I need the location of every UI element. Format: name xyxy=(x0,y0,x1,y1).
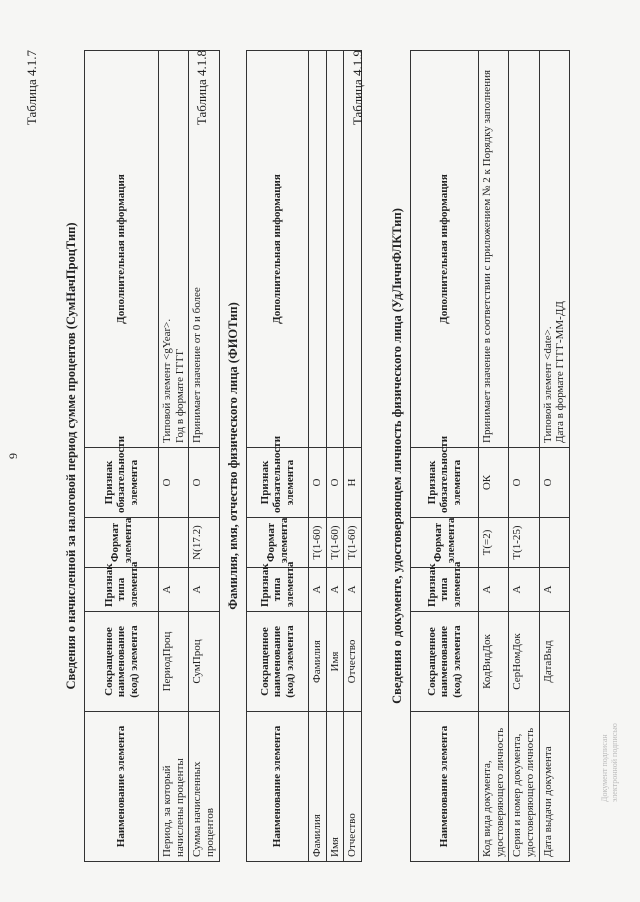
cell-format: T(1-60) xyxy=(326,518,344,568)
cell-name: Дата выдачи документа xyxy=(539,712,569,862)
header-type: Признак типа элемента xyxy=(247,568,309,612)
section-4-1-7 xyxy=(24,50,216,862)
header-required: Признак обязательности элемента xyxy=(247,448,309,518)
cell-required: О xyxy=(509,448,539,518)
cell-format: T(1-25) xyxy=(509,518,539,568)
table-row xyxy=(479,51,509,862)
cell-type: А xyxy=(509,568,539,612)
faint-signature-stamp: Документ подписан электронной подписью xyxy=(600,723,620,802)
cell-name: Отчество xyxy=(344,712,362,862)
cell-type: А xyxy=(344,568,362,612)
cell-code: СерНомДок xyxy=(509,612,539,712)
table-caption: Таблица 4.1.8 xyxy=(194,50,209,126)
header-format: Формат элемента xyxy=(247,518,309,568)
cell-name: Фамилия xyxy=(309,712,327,862)
cell-code: Фамилия xyxy=(309,612,327,712)
cell-name: Сумма начисленных процентов xyxy=(189,712,219,862)
cell-type: А xyxy=(479,568,509,612)
cell-format: T(=2) xyxy=(479,518,509,568)
header-extra-info: Дополнительная информация xyxy=(85,51,159,448)
cell-required: О xyxy=(539,448,569,518)
cell-format xyxy=(539,518,569,568)
header-format: Формат элемента xyxy=(411,518,479,568)
table-row xyxy=(309,51,327,862)
header-format: Формат элемента xyxy=(85,518,159,568)
header-short-code: Сокращенное наименование (код) элемента xyxy=(411,612,479,712)
table-row xyxy=(539,51,569,862)
cell-info: Принимает значение в соответствии с приложением № 2 к Порядку заполнения xyxy=(479,51,509,448)
header-required: Признак обязательности элемента xyxy=(411,448,479,518)
cell-code: Имя xyxy=(326,612,344,712)
table-row xyxy=(159,51,189,862)
cell-code: СумПроц xyxy=(189,612,219,712)
cell-code: Отчество xyxy=(344,612,362,712)
header-type: Признак типа элемента xyxy=(411,568,479,612)
cell-info xyxy=(509,51,539,448)
header-short-code: Сокращенное наименование (код) элемента xyxy=(85,612,159,712)
cell-required: О xyxy=(326,448,344,518)
table-row xyxy=(509,51,539,862)
cell-info xyxy=(326,51,344,448)
cell-format: T(1-60) xyxy=(309,518,327,568)
cell-name: Код вида документа, удостоверяющего личность xyxy=(479,712,509,862)
cell-info: Принимает значение от 0 и более xyxy=(189,51,219,448)
cell-type: А xyxy=(539,568,569,612)
cell-required: ОК xyxy=(479,448,509,518)
header-element-name: Наименование элемента xyxy=(85,712,159,862)
header-extra-info: Дополнительная информация xyxy=(411,51,479,448)
section-4-1-9 xyxy=(350,50,600,862)
table-title: Сведения о документе, удостоверяющем личность физического лица (УдЛичнФЛКТип) xyxy=(390,208,404,704)
cell-info: Типовой элемент <date>. Дата в формате ГГГГ-ММ-ДД xyxy=(539,51,569,448)
header-extra-info: Дополнительная информация xyxy=(247,51,309,448)
header-element-name: Наименование элемента xyxy=(411,712,479,862)
table-title: Фамилия, имя, отчество физического лица (ФИОТип) xyxy=(226,302,240,610)
cell-type: А xyxy=(309,568,327,612)
cell-type: А xyxy=(159,568,189,612)
cell-format: N(17.2) xyxy=(189,518,219,568)
header-type: Признак типа элемента xyxy=(85,568,159,612)
cell-code: ПериодПроц xyxy=(159,612,189,712)
cell-info xyxy=(309,51,327,448)
cell-code: ДатаВыд xyxy=(539,612,569,712)
data-table xyxy=(410,50,570,862)
header-required: Признак обязательности элемента xyxy=(85,448,159,518)
cell-required: О xyxy=(189,448,219,518)
cell-name: Период, за который начислены проценты xyxy=(159,712,189,862)
cell-info: Типовой элемент <gYear>. Год в формате ГГГГ xyxy=(159,51,189,448)
cell-required: Н xyxy=(344,448,362,518)
table-title: Сведения о начисленной за налоговой период сумме процентов (СумНачПроцТип) xyxy=(64,222,78,690)
cell-code: КодВидДок xyxy=(479,612,509,712)
table-row xyxy=(326,51,344,862)
header-short-code: Сокращенное наименование (код) элемента xyxy=(247,612,309,712)
header-element-name: Наименование элемента xyxy=(247,712,309,862)
cell-format: T(1-60) xyxy=(344,518,362,568)
cell-type: А xyxy=(189,568,219,612)
cell-name: Серия и номер документа, удостоверяющего личность xyxy=(509,712,539,862)
table-caption: Таблица 4.1.9 xyxy=(350,50,365,126)
cell-required: О xyxy=(309,448,327,518)
cell-name: Имя xyxy=(326,712,344,862)
page-number: 9 xyxy=(6,453,20,459)
table-caption: Таблица 4.1.7 xyxy=(24,50,39,126)
cell-format xyxy=(159,518,189,568)
data-table xyxy=(246,50,362,862)
cell-type: А xyxy=(326,568,344,612)
cell-required: О xyxy=(159,448,189,518)
